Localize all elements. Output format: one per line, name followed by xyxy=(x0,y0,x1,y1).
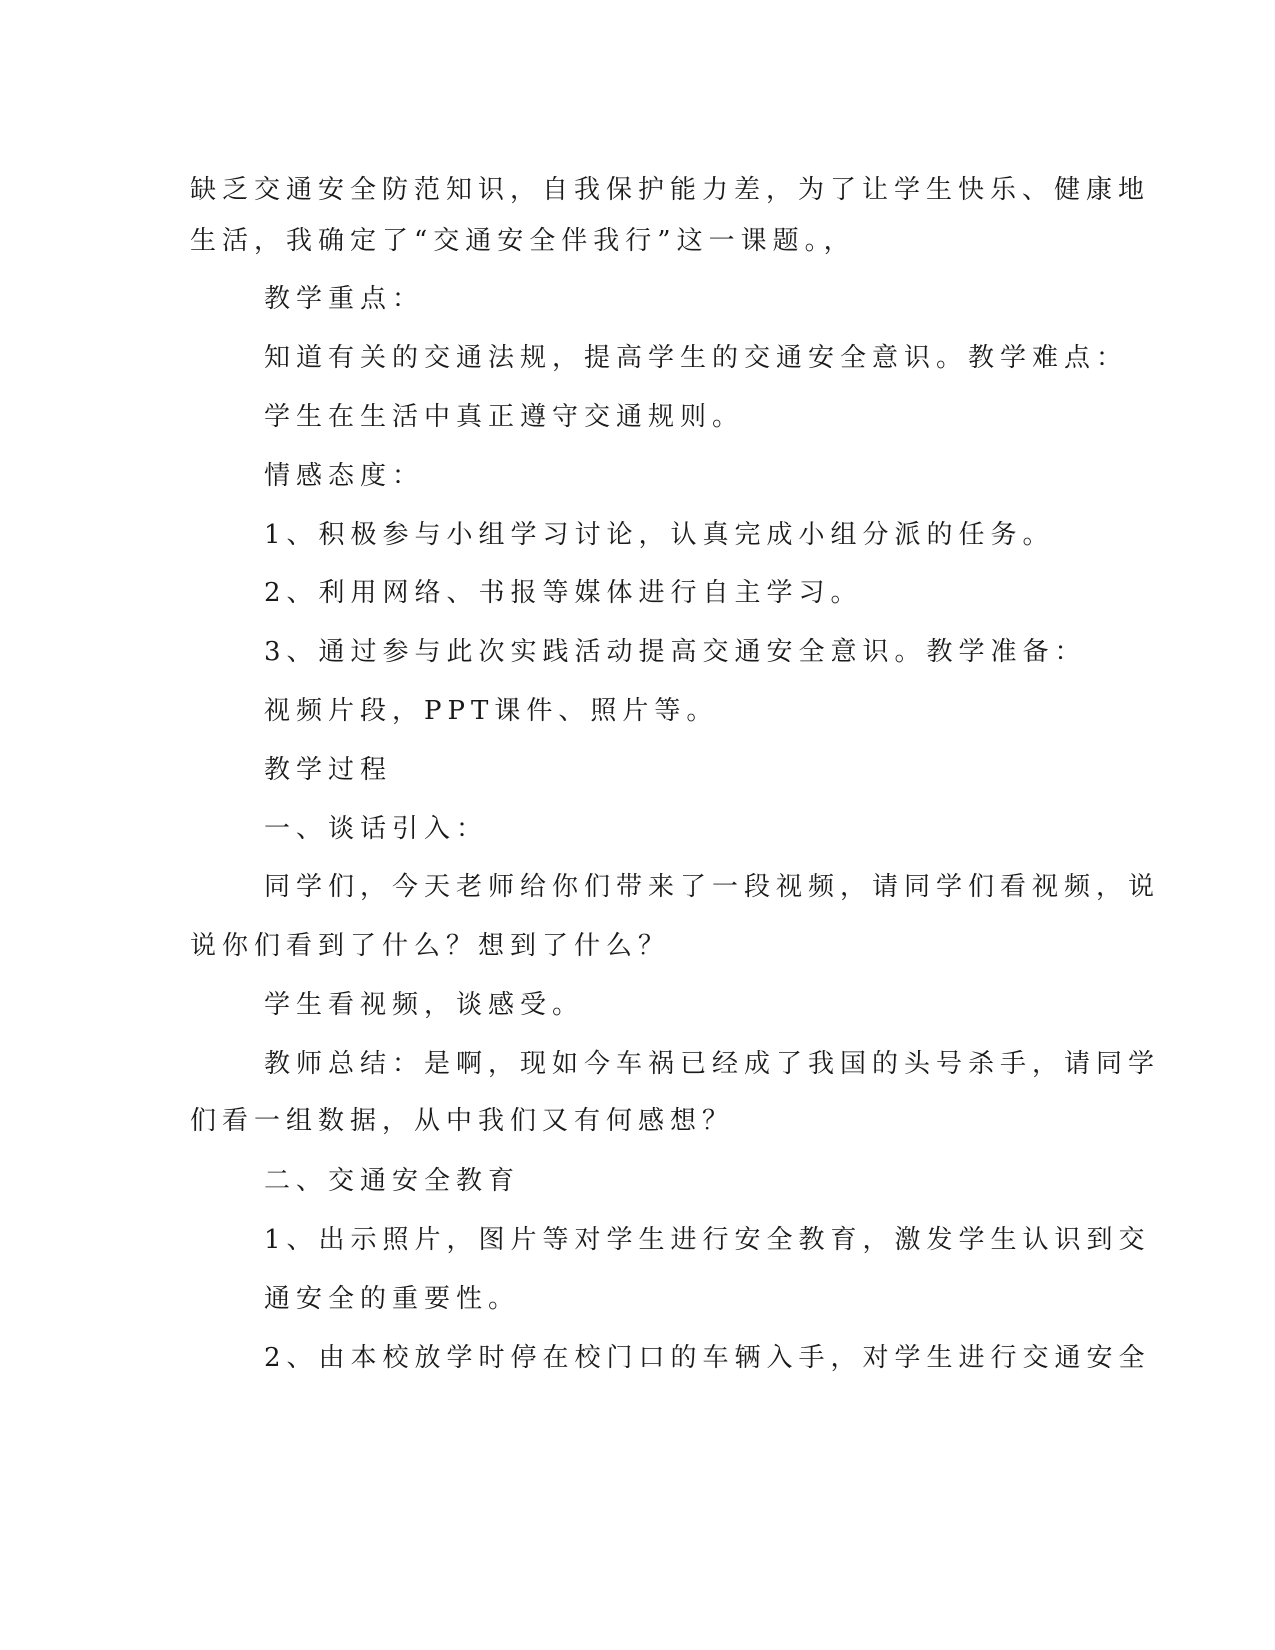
body-text-line: 知道有关的交通法规，提高学生的交通安全意识。教学难点： xyxy=(264,343,1129,373)
list-item-continuation: 通安全的重要性。 xyxy=(264,1284,521,1314)
list-item: 2、由本校放学时停在校门口的车辆入手，对学生进行交通安全 xyxy=(264,1343,1151,1373)
list-item: 1、积极参与小组学习讨论，认真完成小组分派的任务。 xyxy=(264,520,1055,550)
body-text-line: 生活，我确定了“交通安全伴我行”这一课题。， xyxy=(190,226,856,256)
section-heading: 教学重点： xyxy=(264,284,425,314)
body-text-line: 教师总结：是啊，现如今车祸已经成了我国的头号杀手，请同学 xyxy=(264,1049,1161,1079)
list-item: 2、利用网络、书报等媒体进行自主学习。 xyxy=(264,578,863,608)
body-text-line: 视频片段，PPT课件、照片等。 xyxy=(264,696,719,726)
section-heading: 二、交通安全教育 xyxy=(264,1166,521,1196)
body-text-line: 们看一组数据，从中我们又有何感想？ xyxy=(190,1106,735,1136)
list-item: 1、出示照片，图片等对学生进行安全教育，激发学生认识到交 xyxy=(264,1225,1151,1255)
list-item: 3、通过参与此次实践活动提高交通安全意识。教学准备： xyxy=(264,637,1087,667)
body-text-line: 说你们看到了什么？想到了什么？ xyxy=(190,931,671,961)
section-heading: 情感态度： xyxy=(264,461,425,491)
section-heading: 一、谈话引入： xyxy=(264,814,489,844)
body-text-line: 学生看视频，谈感受。 xyxy=(264,990,585,1020)
body-text-line: 同学们，今天老师给你们带来了一段视频，请同学们看视频，说 xyxy=(264,872,1161,902)
section-heading: 教学过程 xyxy=(264,755,393,785)
body-text-line: 缺乏交通安全防范知识，自我保护能力差，为了让学生快乐、健康地 xyxy=(190,175,1151,205)
body-text-line: 学生在生活中真正遵守交通规则。 xyxy=(264,402,745,432)
